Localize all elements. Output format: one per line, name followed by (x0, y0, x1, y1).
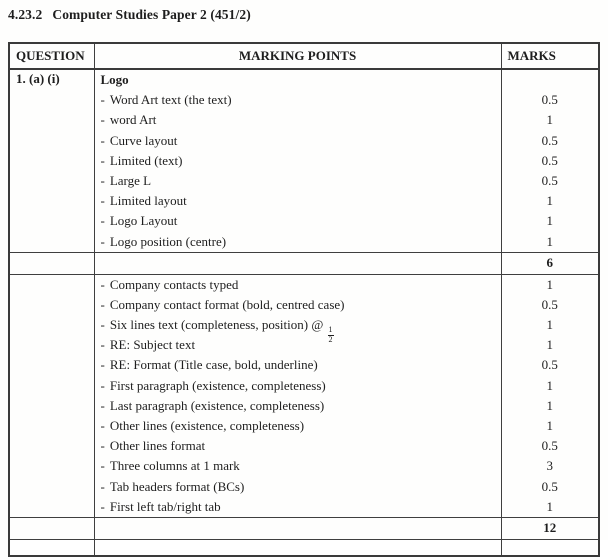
bullet-dash: - (100, 377, 105, 393)
mark-value: 0.5 (541, 172, 558, 188)
bullet-dash: - (100, 92, 105, 108)
table-row-section-1 (9, 69, 599, 252)
bullet-dash: - (100, 337, 105, 353)
mark-value: 1 (546, 337, 553, 353)
marking-points-cell-empty (94, 252, 501, 274)
marking-point-text: Word Art text (the text) (109, 92, 232, 108)
bullet-dash: - (100, 478, 105, 494)
marking-point-line (95, 355, 501, 375)
bullet-dash: - (100, 276, 105, 292)
marking-point-text: Tab headers format (BCs) (109, 478, 245, 494)
marking-points-cell (94, 69, 501, 252)
partial-next-row (9, 539, 599, 556)
marking-point-text: word Art (109, 112, 157, 128)
subtotal-row (9, 517, 599, 539)
header-row (9, 43, 599, 69)
marking-point-line (95, 335, 501, 355)
bullet-dash: - (100, 112, 105, 128)
question-cell: 1. (a) (i) (9, 69, 94, 252)
marking-point-text: Company contacts typed (109, 276, 239, 292)
marking-point-text: Logo Layout (109, 213, 178, 229)
marking-point-line (95, 90, 501, 110)
marking-point-line (95, 477, 501, 497)
marking-point-text: Logo position (centre) (109, 233, 227, 249)
mark-value: 0.5 (541, 478, 558, 494)
marking-point-text: Other lines (existence, completeness) (109, 418, 305, 433)
marking-point-line (95, 110, 501, 130)
bullet-dash: - (100, 438, 105, 454)
mark-value: 1 (546, 498, 553, 514)
mark-value: 0.5 (541, 132, 558, 148)
marking-points-cell-empty (94, 517, 501, 539)
marking-point-line (95, 295, 501, 315)
mark-value: 1 (546, 397, 553, 413)
mark-value-line (502, 70, 599, 90)
col-header-question: QUESTION (9, 43, 94, 69)
marking-point-text: Three columns at 1 mark (109, 458, 240, 474)
mark-value: 3 (546, 458, 553, 474)
section-title-text: Computer Studies Paper 2 (451/2) (52, 7, 251, 22)
marking-point-text: Limited (text) (109, 152, 183, 168)
marking-point-line (95, 171, 501, 191)
question-cell (9, 274, 94, 517)
mark-value: 1 (546, 377, 553, 393)
bullet-dash: - (100, 458, 105, 474)
mark-value: 0.5 (541, 152, 558, 168)
marking-point-text: First paragraph (existence, completeness) (109, 377, 326, 393)
marks-cell (501, 69, 599, 252)
bullet-dash: - (100, 397, 105, 413)
bullet-dash: - (100, 132, 105, 148)
marking-point-line (95, 191, 501, 211)
bullet-dash: - (100, 317, 105, 333)
marks-cell (501, 274, 599, 517)
mark-value: 1 (546, 193, 553, 209)
mark-value: 0.5 (541, 438, 558, 454)
bullet-dash: - (100, 172, 105, 188)
marking-point-line (95, 211, 501, 231)
question-cell-empty (9, 517, 94, 539)
marking-point-line (95, 436, 501, 456)
bullet-dash: - (100, 418, 105, 433)
marking-point-line (95, 416, 501, 436)
marking-point-text: Six lines text (completeness, position) @ $\frac{1}{2}$ (109, 317, 333, 345)
subtotal-cell (501, 517, 599, 539)
bullet-dash: - (100, 498, 105, 514)
bullet-dash: - (100, 296, 105, 312)
marking-point-line (95, 275, 501, 295)
marking-point-text: Large L (109, 172, 152, 188)
marking-point-line (95, 151, 501, 171)
mark-value: 1 (546, 213, 553, 229)
question-cell-empty (9, 252, 94, 274)
mark-value: 1 (546, 317, 553, 333)
subtotal-cell (501, 252, 599, 274)
col-header-marks: MARKS (501, 43, 599, 69)
mark-value: 0.5 (541, 296, 558, 312)
bullet-dash: - (100, 357, 105, 373)
section-number: 4.23.2 (8, 7, 43, 22)
marking-point-line (95, 232, 501, 252)
bullet-dash: - (100, 193, 105, 209)
subtotal-row (9, 252, 599, 274)
mark-value: 0.5 (541, 357, 558, 373)
marking-point-line (95, 376, 501, 396)
half-fraction: $\frac{1}{2}$ (328, 325, 333, 345)
points-heading: Logo (100, 72, 129, 87)
marking-point-text: Company contact format (bold, centred case) (109, 296, 345, 312)
marking-points-cell (94, 274, 501, 517)
marking-point-text: Other lines format (109, 438, 206, 454)
mark-value: 0.5 (541, 92, 558, 108)
bullet-dash: - (100, 233, 105, 249)
marking-point-text: Curve layout (109, 132, 178, 148)
col-header-marking-points: MARKING POINTS (94, 43, 501, 69)
marking-point-text: Last paragraph (existence, completeness) (109, 397, 325, 413)
subtotal-value: 12 (543, 519, 557, 535)
subtotal-value: 6 (546, 254, 553, 270)
table-row-section-2 (9, 274, 599, 517)
mark-value: 1 (546, 418, 553, 433)
mark-value: 1 (546, 276, 553, 292)
marking-point-text: RE: Subject text (109, 337, 196, 353)
bullet-dash: - (100, 152, 105, 168)
marking-point-text: First left tab/right tab (109, 498, 221, 514)
marking-point-text: RE: Format (Title case, bold, underline) (109, 357, 318, 373)
section-title (8, 7, 251, 23)
mark-value: 1 (546, 112, 553, 128)
marking-point-line (95, 131, 501, 151)
marking-point-line (95, 456, 501, 476)
marking-point-line (95, 497, 501, 517)
marking-point-line (95, 396, 501, 416)
mark-value: 1 (546, 233, 553, 249)
marking-scheme-table (8, 42, 600, 557)
bullet-dash: - (100, 213, 105, 229)
marking-point-text: Limited layout (109, 193, 187, 209)
